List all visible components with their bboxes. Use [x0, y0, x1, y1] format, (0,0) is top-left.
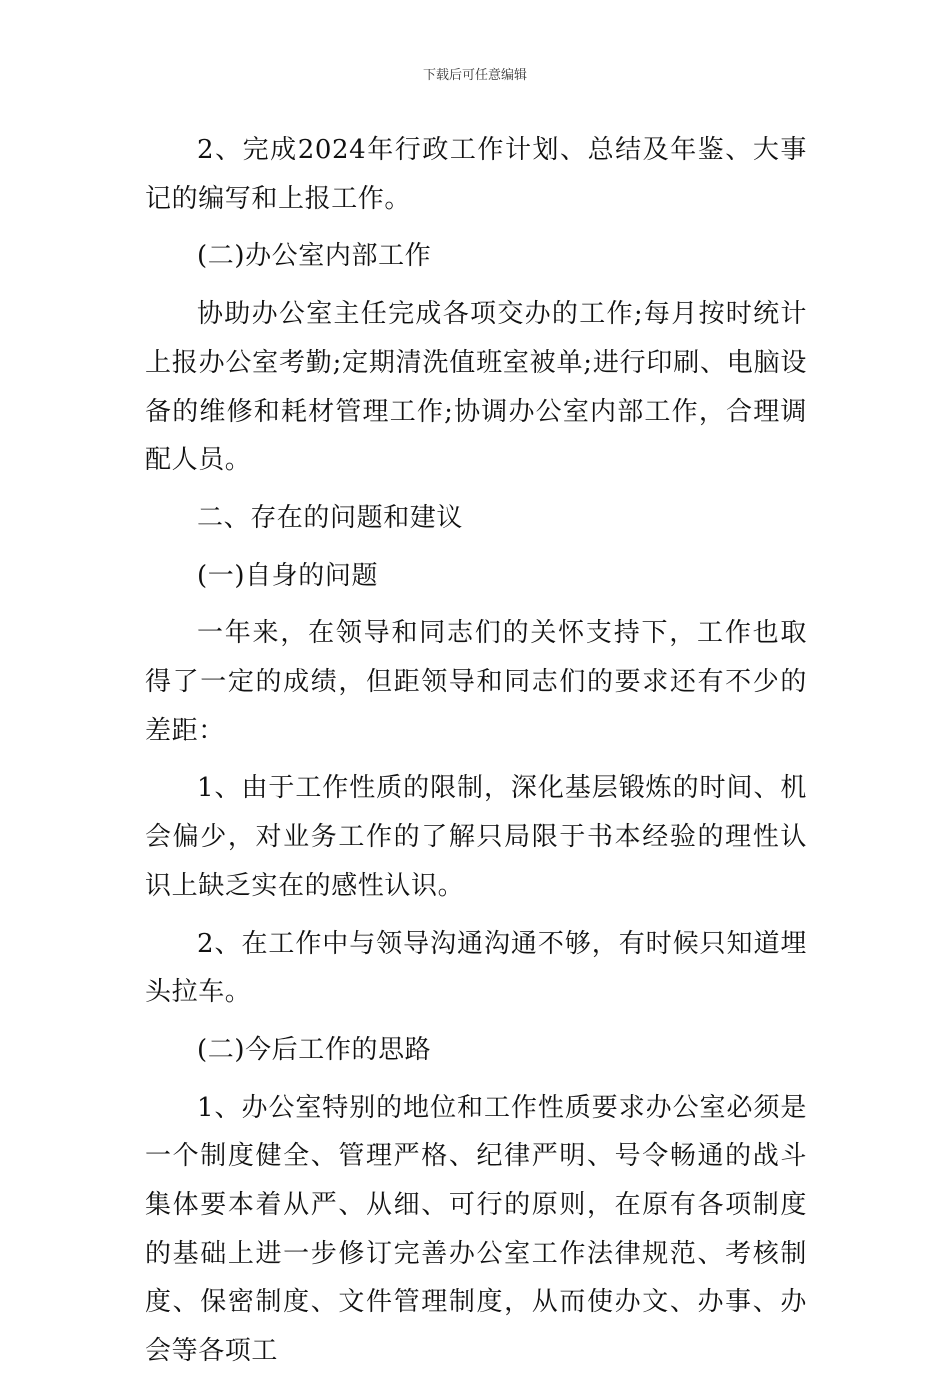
paragraph-idea-1: 1、办公室特别的地位和工作性质要求办公室必须是一个制度健全、管理严格、纪律严明、号令畅通的战斗集体要本着从严、从细、可行的原则，在原有各项制度的基础上进一步修订完善办公室工作法律规范、考核制度、保密制度、文件管理制度，从而使办文、办事、办会等各项工 [145, 1092, 807, 1367]
paragraph-office-duties: 协助办公室主任完成各项交办的工作;每月按时统计上报办公室考勤;定期清洗值班室被单;进行印刷、电脑设备的维修和耗材管理工作;协调办公室内部工作，合理调配人员。 [145, 299, 807, 476]
paragraph-plan-summary: 2、完成2024年行政工作计划、总结及年鉴、大事记的编写和上报工作。 [145, 135, 807, 214]
heading-problems-suggestions: 二、存在的问题和建议 [197, 502, 464, 533]
document-body [145, 126, 807, 1385]
paragraph-problem-2: 2、在工作中与领导沟通沟通不够，有时候只知道埋头拉车。 [145, 928, 807, 1008]
header-note: 下载后可任意编辑 [422, 68, 527, 83]
heading-office-internal-work: (二)办公室内部工作 [197, 241, 432, 272]
heading-future-ideas: (二)今后工作的思路 [197, 1034, 432, 1065]
heading-own-problems: (一)自身的问题 [197, 560, 379, 591]
paragraph-year-review: 一年来，在领导和同志们的关怀支持下，工作也取得了一定的成绩，但距领导和同志们的要求还有不少的差距： [145, 618, 807, 746]
paragraph-problem-1: 1、由于工作性质的限制，深化基层锻炼的时间、机会偏少，对业务工作的了解只局限于书本经验的理性认识上缺乏实在的感性认识。 [145, 773, 807, 901]
